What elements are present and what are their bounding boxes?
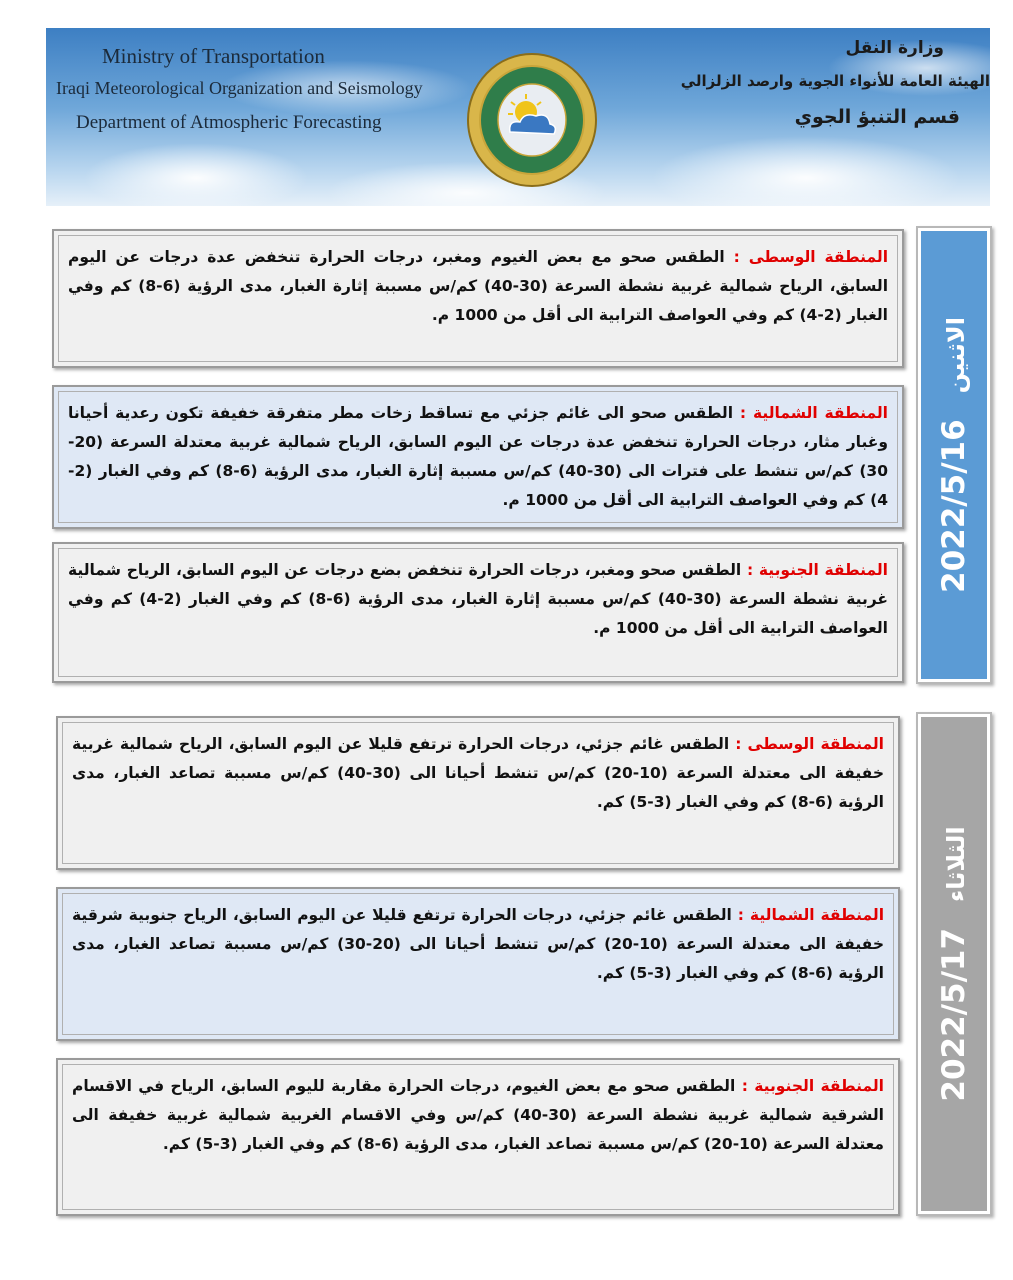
- day1-date: 2022/5/16: [936, 419, 972, 593]
- header-banner: [46, 28, 990, 206]
- region-forecast: الطقس غائم جزئي، درجات الحرارة ترتفع قليلا عن اليوم السابق، الرياح شمالية غربية خفيفة الى معتدلة السرعة (10-20) كم/س تنشط أحيانا الى (30-40) كم/س مسببة تصاعد الغبار، مدى الرؤية (6-8) كم وفي الغبار (3-5) كم.: [72, 735, 884, 811]
- ministry-name-en: Ministry of Transportation: [102, 44, 325, 68]
- organization-name-ar: الهيئة العامة للأنواء الجوية وارصد الزلزالي: [680, 72, 990, 90]
- region-label: المنطقة الوسطى :: [733, 248, 889, 266]
- forecast-day2-central: [56, 716, 900, 870]
- day1-name: الاثنين: [942, 317, 970, 394]
- region-forecast: الطقس صحو الى غائم جزئي مع تساقط زخات مطر متفرقة خفيفة تكون رعدية أحيانا وغبار مثار، درجات الحرارة تنخفض عدة درجات عن اليوم السابق، الرياح شمالية غربية معتدلة السرعة (20-30) كم/س تنشط على فترات الى (30-40) كم/س مسببة إثارة الغبار، مدى الرؤية (6-8) كم وفي الغبار (2-4) كم وفي العواصف الترابية الى أقل من 1000 م.: [68, 404, 888, 509]
- forecast-text: [72, 901, 884, 988]
- forecast-text: [68, 243, 888, 330]
- day2-band: [916, 712, 992, 1216]
- forecast-day1-north: [52, 385, 904, 529]
- region-label: المنطقة الشمالية :: [737, 906, 885, 924]
- organization-name-en: Iraqi Meteorological Organization and Seismology: [56, 78, 423, 98]
- forecast-text: [68, 556, 888, 643]
- region-label: المنطقة الوسطى :: [735, 735, 884, 753]
- region-forecast: الطقس صحو ومغبر، درجات الحرارة تنخفض بضع درجات عن اليوم السابق، الرياح شمالية غربية نشطة السرعة (30-40) كم/س مسببة إثارة الغبار، مدى الرؤية (6-8) كم وفي الغبار (2-4) كم وفي العواصف الترابية الى أقل من 1000 م.: [68, 561, 888, 637]
- department-name-ar: قسم التنبؤ الجوي: [794, 106, 960, 128]
- region-forecast: الطقس غائم جزئي، درجات الحرارة ترتفع قليلا عن اليوم السابق، الرياح جنوبية شرقية خفيفة الى معتدلة السرعة (10-20) كم/س تنشط أحيانا الى (20-30) كم/س مسببة تصاعد الغبار، مدى الرؤية (6-8) كم وفي الغبار (3-5) كم.: [72, 906, 884, 982]
- forecast-text: [68, 399, 888, 515]
- region-label: المنطقة الجنوبية :: [741, 1077, 884, 1095]
- forecast-day2-north: [56, 887, 900, 1041]
- forecast-day2-south: [56, 1058, 900, 1216]
- day2-name: الثلاثاء: [942, 826, 970, 902]
- day2-date: 2022/5/17: [936, 927, 972, 1102]
- forecast-text: [72, 1072, 884, 1159]
- forecast-day1-south: [52, 542, 904, 683]
- region-forecast: الطقس صحو مع بعض الغيوم ومغبر، درجات الحرارة تنخفض عدة درجات عن اليوم السابق، الرياح شمالية غربية نشطة السرعة (30-40) كم/س مسببة إثارة الغبار، مدى الرؤية (6-8) كم وفي الغبار (2-4) كم وفي العواصف الترابية الى أقل من 1000 م.: [68, 248, 889, 324]
- forecast-day1-central: [52, 229, 904, 368]
- region-forecast: الطقس صحو مع بعض الغيوم، درجات الحرارة مقاربة لليوم السابق، الرياح في الاقسام الشرقية شمالية غربية نشطة السرعة (30-40) كم/س وفي الاقسام الغربية شمالية غربية خفيفة الى معتدلة السرعة (10-20) كم/س مسببة تصاعد الغبار، مدى الرؤية (6-8) كم وفي الغبار (3-5) كم.: [72, 1077, 884, 1153]
- sun-cloud-logo-icon: [464, 50, 600, 190]
- region-label: المنطقة الجنوبية :: [746, 561, 888, 579]
- day1-band: [916, 226, 992, 684]
- department-name-en: Department of Atmospheric Forecasting: [76, 112, 382, 133]
- region-label: المنطقة الشمالية :: [739, 404, 888, 422]
- forecast-text: [72, 730, 884, 817]
- ministry-name-ar: وزارة النقل: [845, 38, 944, 58]
